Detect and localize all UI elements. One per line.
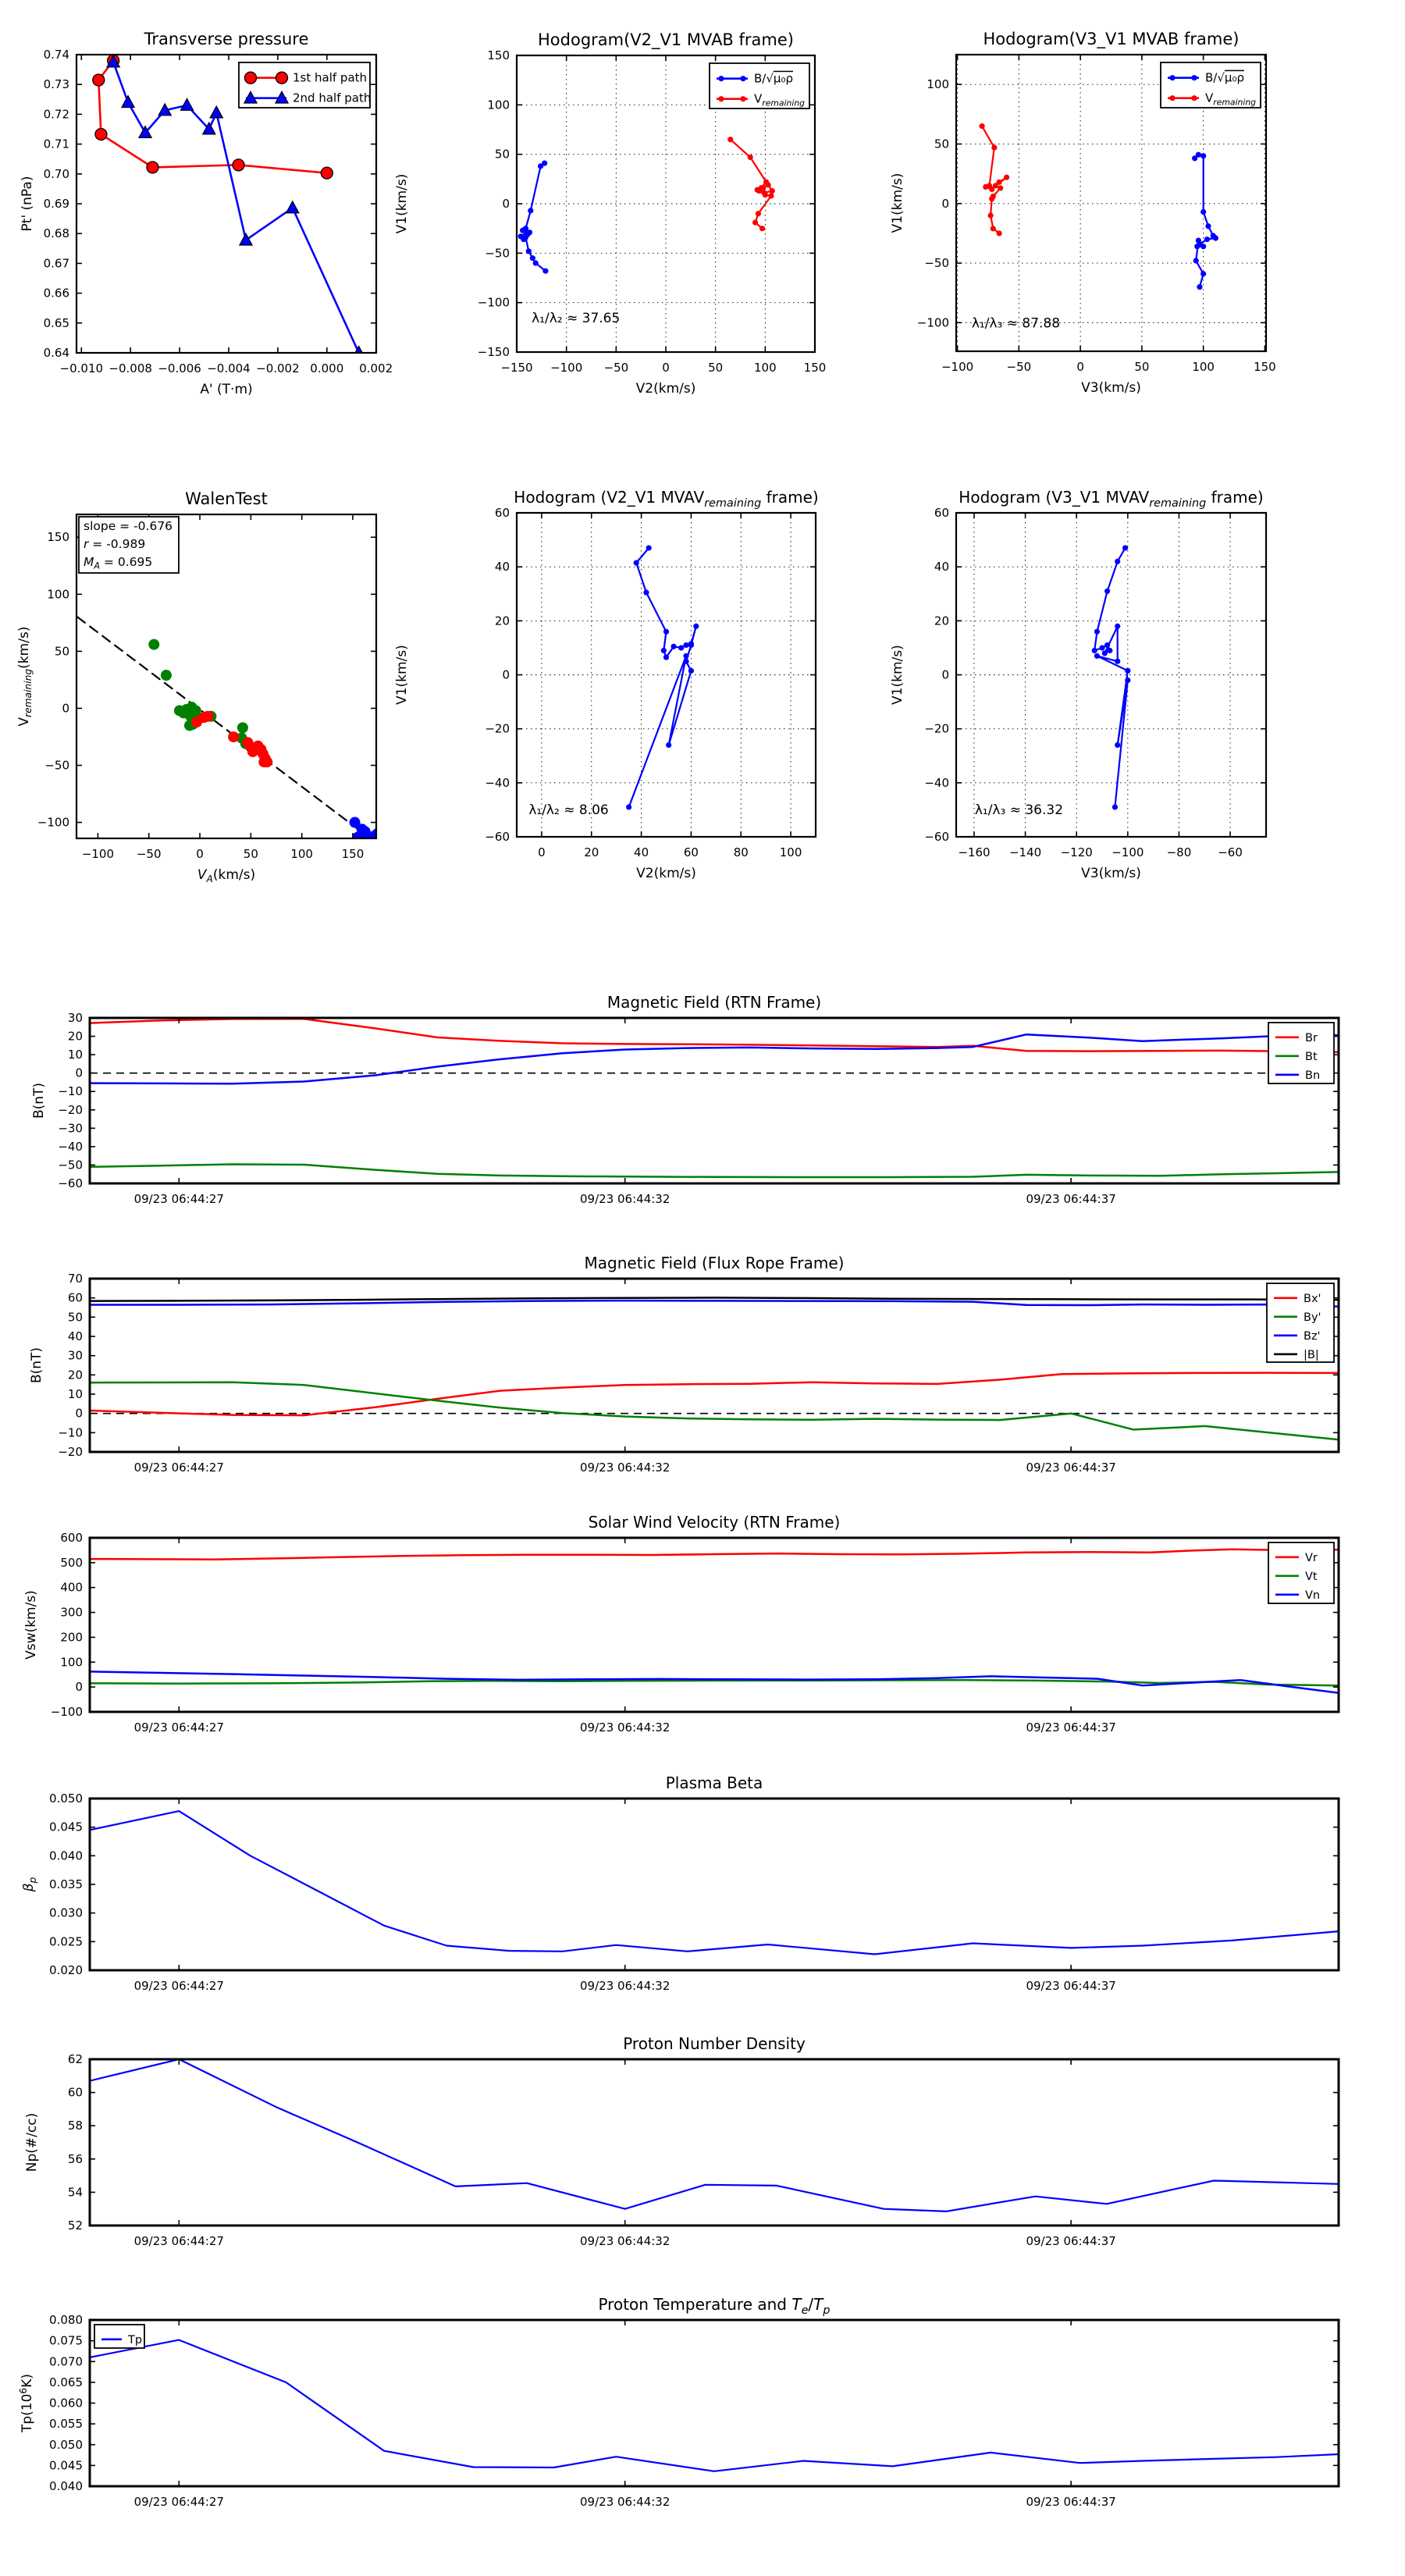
y-tick-label: 50 xyxy=(67,1310,83,1325)
legend-label: Br xyxy=(1305,1031,1318,1044)
x-tick-label: 09/23 06:44:27 xyxy=(133,1720,224,1735)
annotation: λ₁/λ₂ ≈ 8.06 xyxy=(528,802,609,818)
series-group xyxy=(77,617,385,845)
x-tick-label: 0.002 xyxy=(359,361,393,375)
series-group xyxy=(1092,545,1131,809)
y-tick-label: 58 xyxy=(67,2119,83,2133)
y-tick-label: 0.025 xyxy=(49,1934,83,1949)
annotation: λ₁/λ₃ ≈ 36.32 xyxy=(974,802,1064,818)
x-tick-label: −120 xyxy=(1060,845,1093,859)
y-tick-label: 0.045 xyxy=(49,2458,83,2473)
y-tick-label: 0.035 xyxy=(49,1877,83,1891)
info-box-line: $M_A = 0.695$ xyxy=(84,555,153,571)
series-B/sqrt(mu0 rho) xyxy=(521,163,546,271)
y-tick-label: −10 xyxy=(58,1084,83,1099)
y-tick-label: 100 xyxy=(47,587,69,602)
legend-label: By' xyxy=(1304,1311,1321,1324)
x-tick-label: 09/23 06:44:37 xyxy=(1026,1461,1116,1475)
y-tick-label: −100 xyxy=(477,295,510,310)
x-tick-label: −0.004 xyxy=(207,361,251,375)
legend-label: $V_{remaining}$ xyxy=(1205,91,1257,108)
chart-title: Magnetic Field (RTN Frame) xyxy=(606,993,822,1012)
x-tick-label: −100 xyxy=(550,361,583,375)
legend xyxy=(710,63,809,109)
x-tick-label: −0.008 xyxy=(108,361,152,375)
series-fit line xyxy=(77,617,379,845)
axes-frame xyxy=(90,2059,1339,2226)
y-tick-label: 0.050 xyxy=(49,2437,83,2452)
chart-transverse-pressure xyxy=(16,14,453,439)
y-tick-label: 30 xyxy=(67,1011,83,1025)
x-tick-label: 100 xyxy=(1192,360,1215,374)
y-tick-label: 20 xyxy=(67,1368,83,1382)
y-tick-label: 0.040 xyxy=(49,2479,83,2493)
series-Bz' xyxy=(90,1300,1339,1307)
chart-title: Proton Number Density xyxy=(623,2034,806,2053)
chart-title: Hodogram (V2_V1 $MVAV_{remaining}$ frame) xyxy=(514,488,819,510)
series-beta p xyxy=(90,1811,1339,1954)
y-tick-label: −40 xyxy=(485,775,510,790)
chart-walen-test xyxy=(16,467,453,923)
annotation: λ₁/λ₃ ≈ 87.88 xyxy=(971,315,1061,332)
y-tick-label: 0.070 xyxy=(49,2354,83,2369)
y-tick-label: 100 xyxy=(60,1655,83,1670)
series-V remaining path xyxy=(1094,548,1128,807)
y-tick-label: 0 xyxy=(75,1066,83,1080)
x-axis-label: $V_A(km/s)$ xyxy=(197,867,256,885)
chart-title: Magnetic Field (Flux Rope Frame) xyxy=(584,1254,845,1272)
y-tick-label: 30 xyxy=(67,1348,83,1363)
x-tick-label: 09/23 06:44:37 xyxy=(1026,1979,1116,1993)
chart-plasma-beta xyxy=(0,1747,1405,2008)
legend-label: Bt xyxy=(1305,1050,1318,1063)
y-tick-label: 0.71 xyxy=(43,137,69,151)
y-axis-label: B(nT) xyxy=(29,1347,44,1384)
legend-label: B/√μ₀ρ xyxy=(1205,70,1244,85)
y-tick-label: −50 xyxy=(58,1158,83,1172)
y-tick-label: 60 xyxy=(67,2085,83,2100)
x-tick-label: 09/23 06:44:32 xyxy=(580,2495,670,2509)
y-tick-label: 0.73 xyxy=(43,77,69,92)
x-tick-label: 09/23 06:44:32 xyxy=(580,1192,670,1206)
series-group xyxy=(90,1297,1339,1439)
series-Tp xyxy=(90,2340,1339,2471)
x-tick-label: 0 xyxy=(196,847,204,861)
y-tick-label: 0.68 xyxy=(43,226,69,241)
y-tick-label: 100 xyxy=(927,77,949,92)
y-tick-label: 20 xyxy=(67,1029,83,1044)
y-tick-label: 52 xyxy=(67,2218,83,2233)
y-tick-label: 0.69 xyxy=(43,197,69,211)
chart-b-rtn xyxy=(0,968,1405,1226)
y-tick-label: −30 xyxy=(58,1121,83,1136)
info-box-line: slope = -0.676 xyxy=(84,519,173,533)
chart-title: Hodogram(V2_V1 MVAB frame) xyxy=(538,30,794,49)
x-tick-label: −140 xyxy=(1008,845,1042,859)
series-B/sqrt(mu0 rho) xyxy=(1195,155,1216,286)
y-tick-label: 150 xyxy=(47,530,69,545)
y-tick-label: −20 xyxy=(924,721,949,736)
x-tick-label: 40 xyxy=(634,845,649,859)
x-tick-label: 09/23 06:44:32 xyxy=(580,1461,670,1475)
y-tick-label: 0.64 xyxy=(43,346,69,360)
legend xyxy=(1268,1023,1334,1083)
x-tick-label: 100 xyxy=(779,845,802,859)
y-tick-label: 0.060 xyxy=(49,2396,83,2411)
x-tick-label: 0 xyxy=(538,845,546,859)
legend-label: B/√μ₀ρ xyxy=(754,71,793,86)
chart-title: Hodogram(V3_V1 MVAB frame) xyxy=(983,30,1240,48)
x-tick-label: 50 xyxy=(243,847,258,861)
legend xyxy=(94,2325,144,2348)
y-axis-label: Np(#/cc) xyxy=(24,2112,40,2172)
y-tick-label: −20 xyxy=(58,1445,83,1459)
x-tick-label: −50 xyxy=(136,847,162,861)
y-tick-label: 500 xyxy=(60,1555,83,1570)
y-tick-label: 40 xyxy=(494,560,510,575)
x-tick-label: 09/23 06:44:37 xyxy=(1026,1720,1116,1735)
y-tick-label: −150 xyxy=(477,345,510,359)
x-tick-label: −160 xyxy=(958,845,991,859)
legend-label: Bz' xyxy=(1304,1329,1321,1343)
y-tick-label: 50 xyxy=(54,644,69,659)
chart-proton-temperature xyxy=(0,2268,1405,2576)
y-tick-label: −20 xyxy=(485,721,510,736)
x-tick-label: −0.010 xyxy=(59,361,104,375)
series-Vr xyxy=(90,1550,1339,1560)
y-tick-label: 0.72 xyxy=(43,107,69,122)
x-tick-label: −100 xyxy=(1112,845,1144,859)
y-tick-label: −50 xyxy=(924,256,949,271)
x-axis-label: V3(km/s) xyxy=(1081,866,1141,881)
legend-label: $V_{remaining}$ xyxy=(754,91,806,109)
x-tick-label: −80 xyxy=(1166,845,1192,859)
series-V remaining xyxy=(982,126,1007,233)
x-tick-label: 09/23 06:44:32 xyxy=(580,2234,670,2248)
x-axis-label: V2(km/s) xyxy=(636,866,696,881)
x-tick-label: 09/23 06:44:27 xyxy=(133,2234,224,2248)
x-tick-label: 09/23 06:44:37 xyxy=(1026,2495,1116,2509)
y-tick-label: 10 xyxy=(67,1048,83,1062)
y-tick-label: −100 xyxy=(50,1705,83,1719)
x-tick-label: 09/23 06:44:27 xyxy=(133,1461,224,1475)
y-tick-label: 56 xyxy=(67,2151,83,2166)
chart-title: Transverse pressure xyxy=(144,30,309,48)
y-tick-label: 200 xyxy=(60,1630,83,1645)
x-tick-label: 09/23 06:44:32 xyxy=(580,1979,670,1993)
x-tick-label: 150 xyxy=(341,847,365,861)
x-tick-label: −60 xyxy=(1218,845,1243,859)
x-tick-label: 09/23 06:44:27 xyxy=(133,2495,224,2509)
y-tick-label: 54 xyxy=(67,2185,83,2200)
chart-vsw-rtn xyxy=(0,1487,1405,1749)
y-tick-label: 0 xyxy=(502,197,510,211)
x-axis-label: V2(km/s) xyxy=(635,381,696,397)
x-tick-label: 100 xyxy=(290,847,313,861)
series-Np xyxy=(90,2059,1339,2211)
y-axis-label: V1(km/s) xyxy=(890,645,905,705)
x-tick-label: 50 xyxy=(1134,360,1150,374)
series-Bn xyxy=(90,1031,1339,1083)
x-tick-label: −100 xyxy=(81,847,115,861)
y-tick-label: −60 xyxy=(485,830,510,844)
legend xyxy=(1267,1283,1334,1362)
y-axis-label: B(nT) xyxy=(31,1082,47,1119)
x-tick-label: 100 xyxy=(754,361,777,375)
chart-hodogram-v3v1-mvab xyxy=(890,14,1389,439)
series-Bt xyxy=(90,1165,1339,1178)
y-tick-label: −50 xyxy=(485,246,510,261)
info-box-line: r = -0.989 xyxy=(84,537,146,551)
y-tick-label: −40 xyxy=(58,1139,83,1154)
series-Bx' xyxy=(90,1373,1339,1416)
chart-title: Solar Wind Velocity (RTN Frame) xyxy=(588,1513,841,1532)
x-tick-label: 0 xyxy=(1076,360,1084,374)
chart-title: Proton Temperature and $T_e/T_p$ xyxy=(598,2295,831,2317)
y-tick-label: 150 xyxy=(487,48,510,62)
legend-label: Vn xyxy=(1305,1589,1321,1602)
legend xyxy=(239,62,371,108)
y-tick-label: 0.080 xyxy=(49,2313,83,2327)
y-tick-label: 60 xyxy=(494,506,510,520)
x-tick-label: 09/23 06:44:37 xyxy=(1026,1192,1116,1206)
y-tick-label: −60 xyxy=(58,1176,83,1190)
y-tick-label: 0.065 xyxy=(49,2375,83,2389)
chart-title: Hodogram (V3_V1 $MVAV_{remaining}$ frame) xyxy=(959,488,1264,510)
y-tick-label: 60 xyxy=(67,1290,83,1305)
y-axis-label: V1(km/s) xyxy=(890,173,905,233)
x-tick-label: 09/23 06:44:27 xyxy=(133,1979,224,1993)
y-tick-label: 20 xyxy=(934,614,949,628)
x-tick-label: −50 xyxy=(603,361,629,375)
y-axis-label: $\beta_p$ xyxy=(21,1877,39,1892)
series-group xyxy=(518,137,774,274)
y-tick-label: 600 xyxy=(60,1531,83,1545)
series-group xyxy=(979,123,1218,290)
y-axis-label: $V_{remaining}(km/s)$ xyxy=(16,626,34,727)
series-group xyxy=(90,2340,1339,2471)
chart-b-fluxrope xyxy=(0,1227,1405,1485)
x-tick-label: 150 xyxy=(1254,360,1276,374)
y-tick-label: 100 xyxy=(487,98,510,112)
y-tick-label: 0.66 xyxy=(43,286,69,301)
series-By' xyxy=(90,1382,1339,1440)
legend xyxy=(1268,1542,1334,1603)
y-tick-label: −10 xyxy=(58,1425,83,1440)
y-tick-label: 10 xyxy=(67,1387,83,1401)
y-tick-label: 20 xyxy=(494,614,510,628)
y-tick-label: 0.74 xyxy=(43,48,69,62)
chart-title: WalenTest xyxy=(185,489,268,508)
y-tick-label: 70 xyxy=(67,1272,83,1286)
legend-label: |B| xyxy=(1304,1348,1319,1361)
chart-proton-density xyxy=(0,2008,1405,2265)
y-axis-label: V1(km/s) xyxy=(394,173,410,234)
y-tick-label: 0.055 xyxy=(49,2417,83,2432)
chart-title: Plasma Beta xyxy=(665,1774,763,1792)
series-group xyxy=(90,2059,1339,2211)
x-axis-label: V3(km/s) xyxy=(1081,380,1141,396)
legend-label: Bn xyxy=(1305,1069,1321,1082)
legend-label: 2nd half path xyxy=(293,91,372,105)
x-axis-label: A' (T·m) xyxy=(200,382,253,397)
y-axis-label: $Tp(10^6K)$ xyxy=(18,2373,35,2433)
x-tick-label: 09/23 06:44:32 xyxy=(580,1720,670,1735)
y-axis-label: Pt' (nPa) xyxy=(20,176,35,232)
x-tick-label: −0.002 xyxy=(256,361,300,375)
series-group xyxy=(90,1019,1339,1177)
x-tick-label: 60 xyxy=(683,845,699,859)
y-tick-label: 0.020 xyxy=(49,1963,83,1977)
x-tick-label: −100 xyxy=(941,360,974,374)
y-tick-label: 0.70 xyxy=(43,166,69,181)
chart-hodogram-v2v1-mvab xyxy=(394,14,843,439)
y-tick-label: 40 xyxy=(67,1329,83,1343)
y-tick-label: −20 xyxy=(58,1102,83,1117)
annotation: λ₁/λ₂ ≈ 37.65 xyxy=(532,311,621,326)
series-group xyxy=(626,545,699,809)
y-tick-label: −100 xyxy=(916,315,949,330)
y-tick-label: 400 xyxy=(60,1580,83,1595)
axes-frame xyxy=(517,513,816,837)
y-tick-label: 0.045 xyxy=(49,1820,83,1834)
chart-hodogram-v2v1-mvav xyxy=(394,467,843,923)
y-tick-label: 0.075 xyxy=(49,2333,83,2348)
x-tick-label: 20 xyxy=(584,845,599,859)
y-tick-label: 50 xyxy=(494,147,510,162)
axes-frame xyxy=(90,1018,1339,1183)
y-tick-label: −50 xyxy=(44,758,69,773)
y-tick-label: 62 xyxy=(67,2052,83,2066)
y-tick-label: 0.040 xyxy=(49,1848,83,1863)
y-tick-label: 50 xyxy=(934,137,949,151)
x-tick-label: 150 xyxy=(803,361,827,375)
x-tick-label: 80 xyxy=(733,845,749,859)
chart-hodogram-v3v1-mvav xyxy=(890,467,1389,923)
y-tick-label: 0.050 xyxy=(49,1791,83,1806)
series-V remaining path xyxy=(629,548,696,807)
y-tick-label: 0.030 xyxy=(49,1905,83,1920)
y-tick-label: 300 xyxy=(60,1605,83,1620)
legend-label: Vt xyxy=(1305,1570,1318,1583)
series-group xyxy=(90,1550,1339,1693)
y-axis-label: Vsw(km/s) xyxy=(23,1590,39,1660)
x-tick-label: 09/23 06:44:27 xyxy=(133,1192,224,1206)
y-tick-label: 0 xyxy=(62,701,69,716)
x-tick-label: 09/23 06:44:37 xyxy=(1026,2234,1116,2248)
y-tick-label: −40 xyxy=(924,775,949,790)
y-tick-label: −60 xyxy=(924,830,949,844)
legend-label: Tp xyxy=(128,2333,143,2347)
legend-label: Vr xyxy=(1305,1551,1318,1564)
y-tick-label: −100 xyxy=(37,815,69,830)
legend-label: Bx' xyxy=(1304,1292,1321,1305)
x-tick-label: 0.000 xyxy=(310,361,344,375)
series-group xyxy=(90,1811,1339,1954)
y-tick-label: 0 xyxy=(941,196,949,211)
y-tick-label: 40 xyxy=(934,560,949,575)
x-tick-label: −150 xyxy=(500,361,533,375)
y-tick-label: 0.67 xyxy=(43,256,69,271)
y-tick-label: 0 xyxy=(502,667,510,682)
x-tick-label: −0.006 xyxy=(158,361,201,375)
x-tick-label: 50 xyxy=(708,361,724,375)
legend xyxy=(1161,62,1261,108)
y-tick-label: 0 xyxy=(941,667,949,682)
y-tick-label: 0.65 xyxy=(43,315,69,330)
x-tick-label: 0 xyxy=(662,361,670,375)
x-tick-label: −50 xyxy=(1006,360,1032,374)
y-tick-label: 0 xyxy=(75,1406,83,1421)
y-tick-label: 60 xyxy=(934,506,949,520)
legend-label: 1st half path xyxy=(293,70,368,85)
y-axis-label: V1(km/s) xyxy=(394,645,410,705)
y-tick-label: 0 xyxy=(75,1680,83,1695)
